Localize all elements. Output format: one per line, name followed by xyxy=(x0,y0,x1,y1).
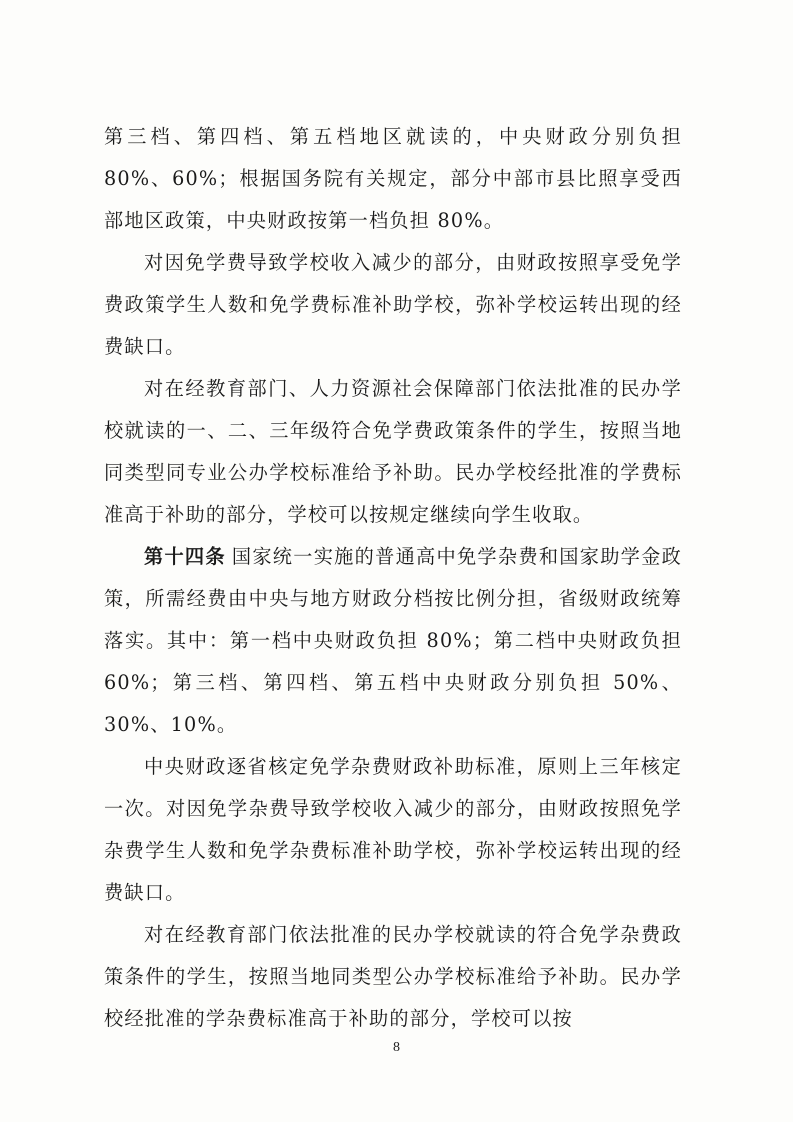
paragraph-1 xyxy=(104,116,682,242)
article-label: 第十四条 xyxy=(144,545,226,568)
paragraph-text: 对在经教育部门依法批准的民办学校就读的符合免学杂费政策条件的学生，按照当地同类型公办学校标准给予补助。民办学校经批准的学杂费标准高于补助的部分，学校可以按 xyxy=(104,923,682,1030)
document-body xyxy=(104,116,682,1040)
paragraph-text: 国家统一实施的普通高中免学杂费和国家助学金政策，所需经费由中央与地方财政分档按比例分担，省级财政统筹落实。其中：第一档中央财政负担 80%；第二档中央财政负担 60%；第三档、第四档、第五档中央财政分别负担 50%、30%、10%。 xyxy=(104,545,682,736)
paragraph-text: 中央财政逐省核定免学杂费财政补助标准，原则上三年核定一次。对因免学杂费导致学校收入减少的部分，由财政按照免学杂费学生人数和免学杂费标准补助学校，弥补学校运转出现的经费缺口。 xyxy=(104,755,682,904)
article-14-paragraph xyxy=(104,536,682,746)
paragraph-text: 对因免学费导致学校收入减少的部分，由财政按照享受免学费政策学生人数和免学费标准补助学校，弥补学校运转出现的经费缺口。 xyxy=(104,251,682,358)
page-number: 8 xyxy=(393,1040,400,1055)
paragraph-text: 第三档、第四档、第五档地区就读的，中央财政分别负担 80%、60%；根据国务院有关规定，部分中部市县比照享受西部地区政策，中央财政按第一档负担 80%。 xyxy=(104,125,682,232)
paragraph-2 xyxy=(104,242,682,368)
paragraph-3 xyxy=(104,368,682,536)
paragraph-text: 对在经教育部门、人力资源社会保障部门依法批准的民办学校就读的一、二、三年级符合免学费政策条件的学生，按照当地同类型同专业公办学校标准给予补助。民办学校经批准的学费标准高于补助的部分，学校可以按规定继续向学生收取。 xyxy=(104,377,682,526)
paragraph-6 xyxy=(104,914,682,1040)
paragraph-5 xyxy=(104,746,682,914)
